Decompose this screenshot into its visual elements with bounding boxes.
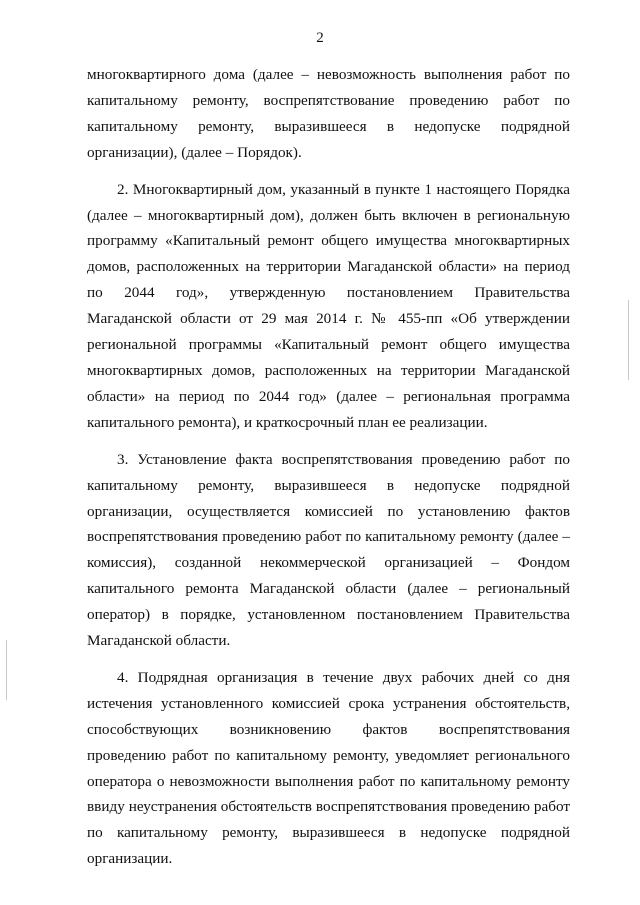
page-number: 2 bbox=[316, 30, 324, 46]
document-body bbox=[87, 62, 570, 883]
scan-edge-mark-right bbox=[628, 300, 629, 380]
paragraph-3: 3. Установление факта воспрепятствования проведению работ по капитальному ремонту, выразившееся в недопуске подрядной организации, осуществляется комиссией по установлению фактов воспрепятствования проведению работ по капитальному ремонту (далее – комиссия), созданной некоммерческой организацией – Фондом капитального ремонта Магаданской области (далее – региональный оператор) в порядке, установленном постановлением Правительства Магаданской области. bbox=[87, 450, 570, 650]
scan-edge-mark-left bbox=[6, 640, 7, 700]
paragraph-continuation: многоквартирного дома (далее – невозможность выполнения работ по капитальному ремонту, воспрепятствование проведению работ по капитальному ремонту, выразившееся в недопуске подрядной организации), (далее – Порядок). bbox=[87, 66, 570, 161]
paragraph-4: 4. Подрядная организация в течение двух рабочих дней со дня истечения установленного комиссией срока устранения обстоятельств, способствующих возникновению фактов воспрепятствования проведению работ по капитальному ремонту, уведомляет регионального оператора о невозможности выполнения работ по капитальному ремонту ввиду неустранения обстоятельств воспрепятствования проведению работ по капитальному ремонту, выразившееся в недопуске подрядной организации. bbox=[87, 668, 570, 868]
paragraph-2: 2. Многоквартирный дом, указанный в пункте 1 настоящего Порядка (далее – многоквартирный дом), должен быть включен в региональную программу «Капитальный ремонт общего имущества многоквартирных домов, расположенных на территории Магаданской области» на период по 2044 год», утвержденную постановлением Правительства Магаданской области от 29 мая 2014 г. № 455-пп «Об утверждении региональной программы «Капитальный ремонт общего имущества многоквартирных домов, расположенных на территории Магаданской области» на период по 2044 год» (далее – региональная программа капитального ремонта), и краткосрочный план ее реализации. bbox=[87, 180, 570, 431]
